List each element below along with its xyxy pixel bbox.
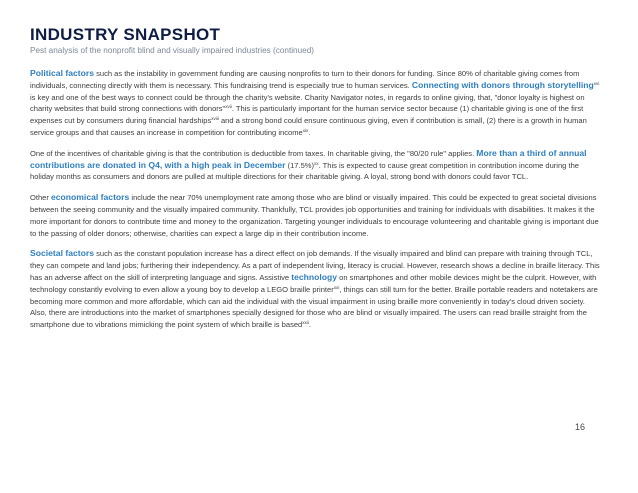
paragraph-text: such as the constant population increase has a direct effect on job demands. If the visually impaired and blind can prepare with training through TCL, they can compete and land jobs; furthering their independency. As a part of independent living, literacy is crucial. However, research shows a decline in braille literacy. This has an adverse affect on the skill of interpreting language and signs. Assistive [30, 249, 600, 282]
paragraph-text: , things can still turn for the better. Braille portable readers and notetakers are becoming more common and more affordable, which can aid the individual with the visual impairment in using braille more conveniently in today's cloud driven society. Also, there are introductions into the market of smartphones specially designed for those who are blind or visually impaired. The users can read braille straight from the smartphone due to vibrations mimicking the point system of which braille is based [30, 284, 598, 330]
page-title: INDUSTRY SNAPSHOT [30, 25, 221, 44]
paragraph-text: and a strong bond could ensure continuous giving, even if contribution is small, (2) there is a growth in human service groups and that causes an increase in competition for contributing income [30, 116, 587, 137]
economical-factors-paragraph [30, 192, 602, 239]
paragraph-text: . [308, 320, 311, 330]
paragraph-text: One of the incentives of charitable giving is that the contribution is deductible from taxes. In charitable giving, the "80/20 rule" applies. [30, 148, 477, 158]
footnote-ref: xxi [333, 284, 340, 290]
technology-highlight: technology [291, 271, 338, 282]
storytelling-highlight: Connecting with donors through storytelling [411, 79, 594, 90]
page-number: 16 [574, 422, 585, 432]
paragraph-text: . This is particularly important for the human service sector because (1) charitable giving is one of the first expenses cut by consumers during financial hardships [30, 104, 584, 126]
footnote-ref: xxii [302, 320, 309, 326]
footnote-ref: xix [302, 127, 309, 133]
footnote-ref: xviii [211, 116, 219, 122]
paragraph-text: such as the instability in government funding are causing nonprofits to turn to their donors for funding. Since 80% of charitable giving comes from individuals, connecting directly with them is necessary. This fundraising trend is especially true to human services. [30, 69, 580, 90]
paragraph-text: include the near 70% unemployment rate among those who are blind or visually impaired. This could be expected to great societal divisions between the seeing community and the visually impaired community. Thankfully, TCL provides job opportunities and training for individuals with disabilities. It makes it the more important for donors to contribute time and money to the organization. Targeting younger individuals to encourage volunteering and charitable giving is important due to the passing of older donors; otherwise, charities can expect a large dip in their contribution income. [30, 193, 599, 238]
paragraph-text: on smartphones and other mobile devices might be the culprit. However, with technology constantly evolving to even allow a young boy to develop a LEGO braille printer [30, 272, 597, 294]
document-page [30, 26, 602, 331]
page-subtitle: Pest analysis of the nonprofit blind and visually impaired industries (continued) [30, 46, 314, 55]
political-factors-heading: Political factors [30, 68, 94, 78]
societal-factors-paragraph [30, 248, 602, 331]
societal-factors-heading: Societal factors [30, 248, 94, 259]
footnote-ref: xvi [593, 80, 600, 86]
political-factors-paragraph [30, 68, 602, 139]
paragraph-text: Other [30, 193, 51, 203]
paragraph-text: . [308, 127, 311, 137]
economical-factors-heading: economical factors [50, 192, 130, 203]
paragraph-text: is key and one of the best ways to connect could be through the charity's website. Charity Navigator notes, in regards to online giving, that, "donor loyalty is highest on charity websites that build strong connections with donors" [30, 92, 585, 114]
paragraph-text: (17.5%) [285, 160, 314, 170]
q4-contributions-highlight: More than a third of annual contributions are donated in Q4, with a high peak in December [30, 147, 587, 170]
charitable-giving-paragraph [30, 148, 602, 183]
footnote-ref: xx [314, 160, 319, 166]
footnote-ref: xvii [225, 104, 232, 110]
paragraph-text: . This is expected to cause great competition in contribution income during the holiday months as consumers and donors are pulled at multiple directions for their charitable giving. A loyal, strong bond with donors could favor TCL. [30, 160, 579, 182]
